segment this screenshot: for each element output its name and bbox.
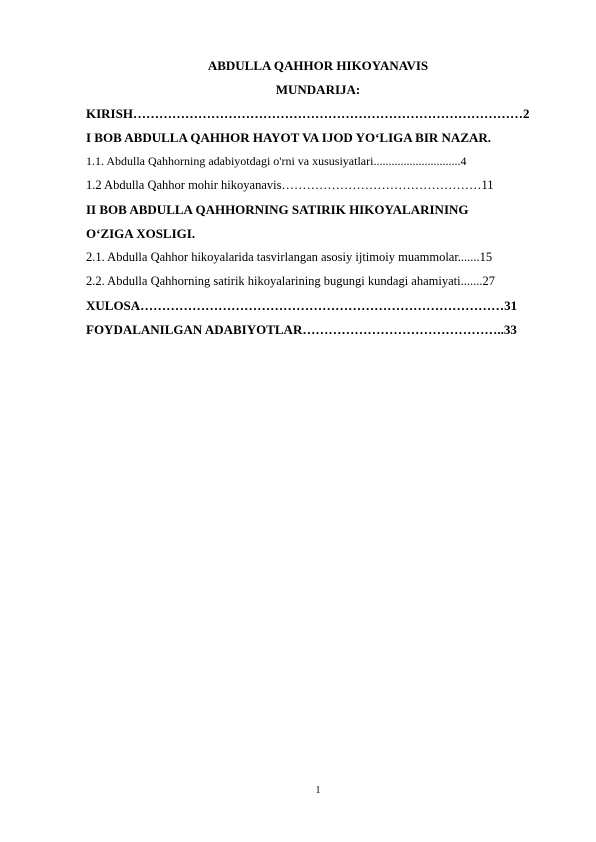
toc-heading: MUNDARIJA: [275, 82, 361, 97]
toc-section-2-1: 2.1. Abdulla Qahhor hikoyalarida tasvirlangan asosiy ijtimoiy muammolar.......15 [86, 250, 493, 264]
page-number: 1 [315, 785, 321, 796]
toc-entry-kirish: KIRISH………………………………………………………………………………2 [86, 106, 530, 121]
toc-section-1-2: 1.2 Abdulla Qahhor mohir hikoyanavis…………………………………………11 [86, 178, 494, 192]
toc-section-2-2: 2.2. Abdulla Qahhorning satirik hikoyalarining bugungi kundagi ahamiyati.......27 [86, 274, 495, 288]
toc-section-1-1: 1.1. Abdulla Qahhorning adabiyotdagi o'rni va xususiyatlari.............................4 [86, 154, 467, 168]
document-title: ABDULLA QAHHOR HIKOYANAVIS [207, 58, 429, 73]
toc-entry-xulosa: XULOSA…………………………………………………………………………31 [86, 298, 518, 313]
toc-chapter-2-line-2: O‘ZIGA XOSLIGI. [86, 226, 196, 241]
toc-entry-bibliography: FOYDALANILGAN ADABIYOTLAR………………………………………..33 [86, 322, 517, 337]
toc-chapter-2-line-1: II BOB ABDULLA QAHHORNING SATIRIK HIKOYALARINING [86, 202, 469, 217]
toc-chapter-1: I BOB ABDULLA QAHHOR HAYOT VA IJOD YO‘LIGA BIR NAZAR. [86, 130, 492, 145]
